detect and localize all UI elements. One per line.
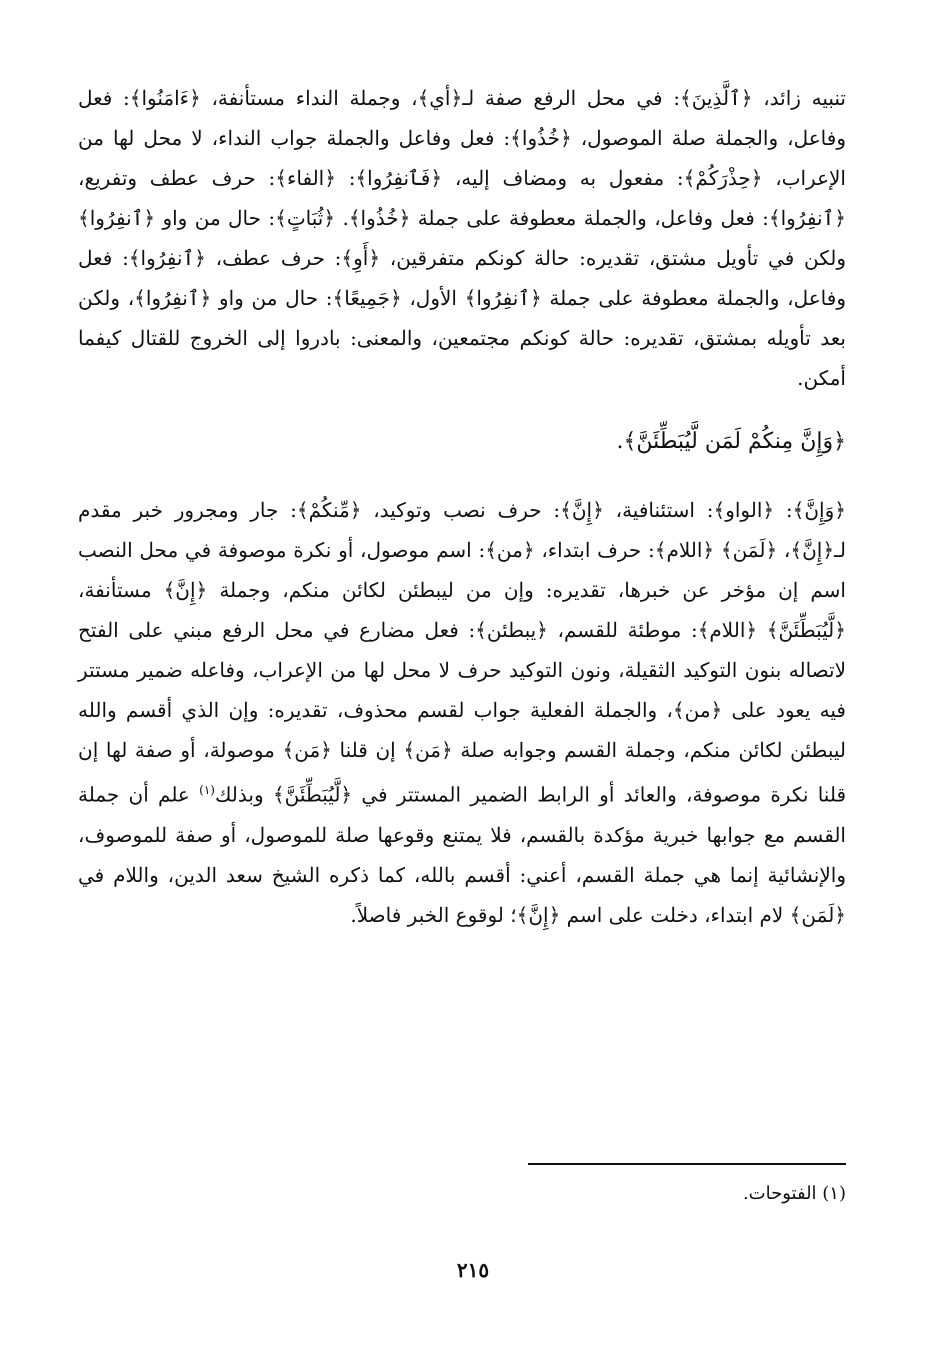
footnote-reference: (١) bbox=[199, 783, 215, 797]
quran-verse: ﴿وَإِنَّ مِنكُمْ لَمَن لَّيُبَطِّئَنَّ﴾. bbox=[616, 429, 846, 454]
footnote: (١) الفتوحات. bbox=[742, 1183, 846, 1204]
paragraph-2-end: علم أن جملة القسم مع جوابها خبرية مؤكدة بالقسم، فلا يمتنع وقوعها صلة للموصول، أو صفة للموصوف، والإنشائية إنما هي جملة القسم، أعني: أقسم بالله، كما ذكره الشيخ سعد الدين، واللام في ﴿لَمَن﴾ لام ابتداء، دخلت على اسم ﴿إِنَّ﴾؛ لوقوع الخبر فاصلاً. bbox=[78, 782, 846, 927]
page-body bbox=[78, 78, 846, 935]
paragraph-2 bbox=[78, 490, 846, 935]
paragraph-1: تنبيه زائد، ﴿ٱلَّذِينَ﴾: في محل الرفع صفة لـ﴿أي﴾، وجملة النداء مستأنفة، ﴿ءَامَنُوا﴾: فعل وفاعل، والجملة صلة الموصول، ﴿خُذُوا﴾: فعل وفاعل والجملة جواب النداء، لا محل لها من الإعراب، ﴿حِذْرَكُمْ﴾: مفعول به ومضاف إليه، ﴿فَٱنفِرُوا﴾: ﴿الفاء﴾: حرف عطف وتفريع، ﴿ٱنفِرُوا﴾: فعل وفاعل، والجملة معطوفة على جملة ﴿خُذُوا﴾. ﴿ثُبَاتٍ﴾: حال من واو ﴿ٱنفِرُوا﴾ ولكن في تأويل مشتق، تقديره: حالة كونكم متفرقين، ﴿أَوِ﴾: حرف عطف، ﴿ٱنفِرُوا﴾: فعل وفاعل، والجملة معطوفة على جملة ﴿ٱنفِرُوا﴾ الأول، ﴿جَمِيعًا﴾: حال من واو ﴿ٱنفِرُوا﴾، ولكن بعد تأويله بمشتق، تقديره: حالة كونكم مجتمعين، والمعنى: بادروا إلى الخروج للقتال كيفما أمكن. bbox=[78, 86, 846, 390]
footnote-divider bbox=[528, 1163, 846, 1165]
page-number: ٢١٥ bbox=[456, 1258, 490, 1282]
paragraph-2-text: ﴿وَإِنَّ﴾: ﴿الواو﴾: استئنافية، ﴿إِنَّ﴾: حرف نصب وتوكيد، ﴿مِّنكُمْ﴾: جار ومجرور خبر مقدم لـ﴿إِنَّ﴾، ﴿لَمَن﴾ ﴿اللام﴾: حرف ابتداء، ﴿من﴾: اسم موصول، أو نكرة موصوفة في محل النصب اسم إن مؤخر عن خبرها، تقديره: وإن من ليبطئن لكائن منكم، وجملة ﴿إِنَّ﴾ مستأنفة، ﴿لَّيُبَطِّئَنَّ﴾ ﴿اللام﴾: موطئة للقسم، ﴿يبطئن﴾: فعل مضارع في محل الرفع مبني على الفتح لاتصاله بنون التوكيد الثقيلة، ونون التوكيد حرف لا محل لها من الإعراب، وفاعله ضمير مستتر فيه يعود على ﴿من﴾، والجملة الفعلية جواب لقسم محذوف، تقديره: وإن الذي أقسم والله ليبطئن لكائن منكم، وجملة القسم وجوابه صلة ﴿مَن﴾ إن قلنا ﴿مَن﴾ موصولة، أو صفة لها إن قلنا نكرة موصوفة، والعائد أو الرابط الضمير المستتر في ﴿لَّيُبَطِّئَنَّ﴾ وبذلك bbox=[78, 498, 847, 807]
